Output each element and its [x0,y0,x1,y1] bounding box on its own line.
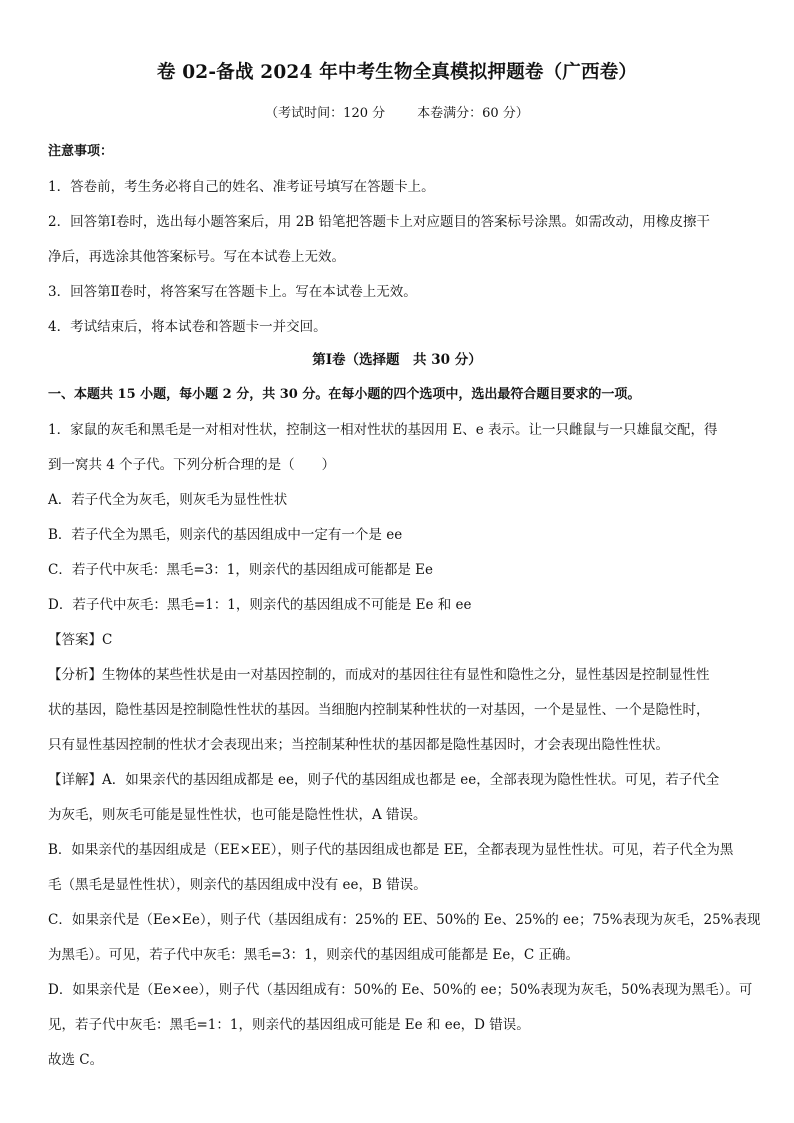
analysis-line: 【分析】生物体的某些性状是由一对基因控制的，而成对的基因往往有显性和隐性之分，显性基因是控制显性性 [48,667,710,683]
detail-line: B．如果亲代的基因组成是（EE×EE），则子代的基因组成也都是 EE，全都表现为显性性状。可见，若子代全为黑 [48,842,734,858]
detail-line: 为灰毛，则灰毛可能是显性性状，也可能是隐性性状，A 错误。 [48,807,427,823]
option-d: D．若子代中灰毛：黑毛=1：1，则亲代的基因组成不可能是 Ee 和 ee [48,597,472,613]
notice-item: 净后，再选涂其他答案标号。写在本试卷上无效。 [48,249,345,265]
detail-line: 毛（黑毛是显性性状），则亲代的基因组成中没有 ee，B 错误。 [48,877,427,893]
notice-item: 3．回答第Ⅱ卷时，将答案写在答题卡上。写在本试卷上无效。 [48,284,417,300]
full-score: 本卷满分：60 分） [417,106,529,121]
detail-line: C．如果亲代是（Ee×Ee），则子代（基因组成有：25%的 EE、50%的 Ee、25%的 ee；75%表现为灰毛，25%表现 [48,912,761,928]
notice-heading: 注意事项： [48,144,114,159]
answer-line: 【答案】C [48,632,113,648]
detail-line: 见，若子代中灰毛：黑毛=1：1，则亲代的基因组成可能是 Ee 和 ee，D 错误。 [48,1017,530,1033]
page-title: 卷 02-备战 2024 年中考生物全真模拟押题卷（广西卷） [156,62,638,83]
question-stem: 1．家鼠的灰毛和黑毛是一对相对性状，控制这一相对性状的基因用 E、e 表示。让一只雌鼠与一只雄鼠交配，得 [48,422,718,438]
notice-item: 4．考试结束后，将本试卷和答题卡一并交回。 [48,319,327,335]
question-stem: 到一窝共 4 个子代。下列分析合理的是（ ） [48,457,336,473]
option-b: B．若子代全为黑毛，则亲代的基因组成中一定有一个是 ee [48,527,403,543]
section-title: 第Ⅰ卷（选择题 共 30 分） [312,352,482,368]
notice-item: 1．答卷前，考生务必将自己的姓名、准考证号填写在答题卡上。 [48,179,435,195]
option-c: C．若子代中灰毛：黑毛=3：1，则亲代的基因组成可能都是 Ee [48,562,433,578]
option-a: A．若子代全为灰毛，则灰毛为显性性状 [48,492,288,508]
section-instruction: 一、本题共 15 小题，每小题 2 分，共 30 分。在每小题的四个选项中，选出最符合题目要求的一项。 [48,387,641,402]
detail-line: 为黑毛）。可见，若子代中灰毛：黑毛=3：1，则亲代的基因组成可能都是 Ee，C 正确。 [48,947,579,963]
conclusion-line: 故选 C。 [48,1052,104,1068]
exam-time: （考试时间：120 分 [265,106,386,121]
analysis-line: 只有显性基因控制的性状才会表现出来；当控制某种性状的基因都是隐性基因时，才会表现出隐性性状。 [48,737,669,753]
detail-line: D．如果亲代是（Ee×ee），则子代（基因组成有：50%的 Ee、50%的 ee；50%表现为灰毛，50%表现为黑毛）。可 [48,982,753,998]
analysis-line: 状的基因，隐性基因是控制隐性性状的基因。当细胞内控制某种性状的一对基因，一个是显性、一个是隐性时， [48,702,710,718]
notice-item: 2．回答第Ⅰ卷时，选出每小题答案后，用 2B 铅笔把答题卡上对应题目的答案标号涂黑。如需改动，用橡皮擦干 [48,214,711,230]
detail-line: 【详解】A．如果亲代的基因组成都是 ee，则子代的基因组成也都是 ee，全部表现为隐性性状。可见，若子代全 [48,772,720,788]
exam-meta [0,102,794,121]
